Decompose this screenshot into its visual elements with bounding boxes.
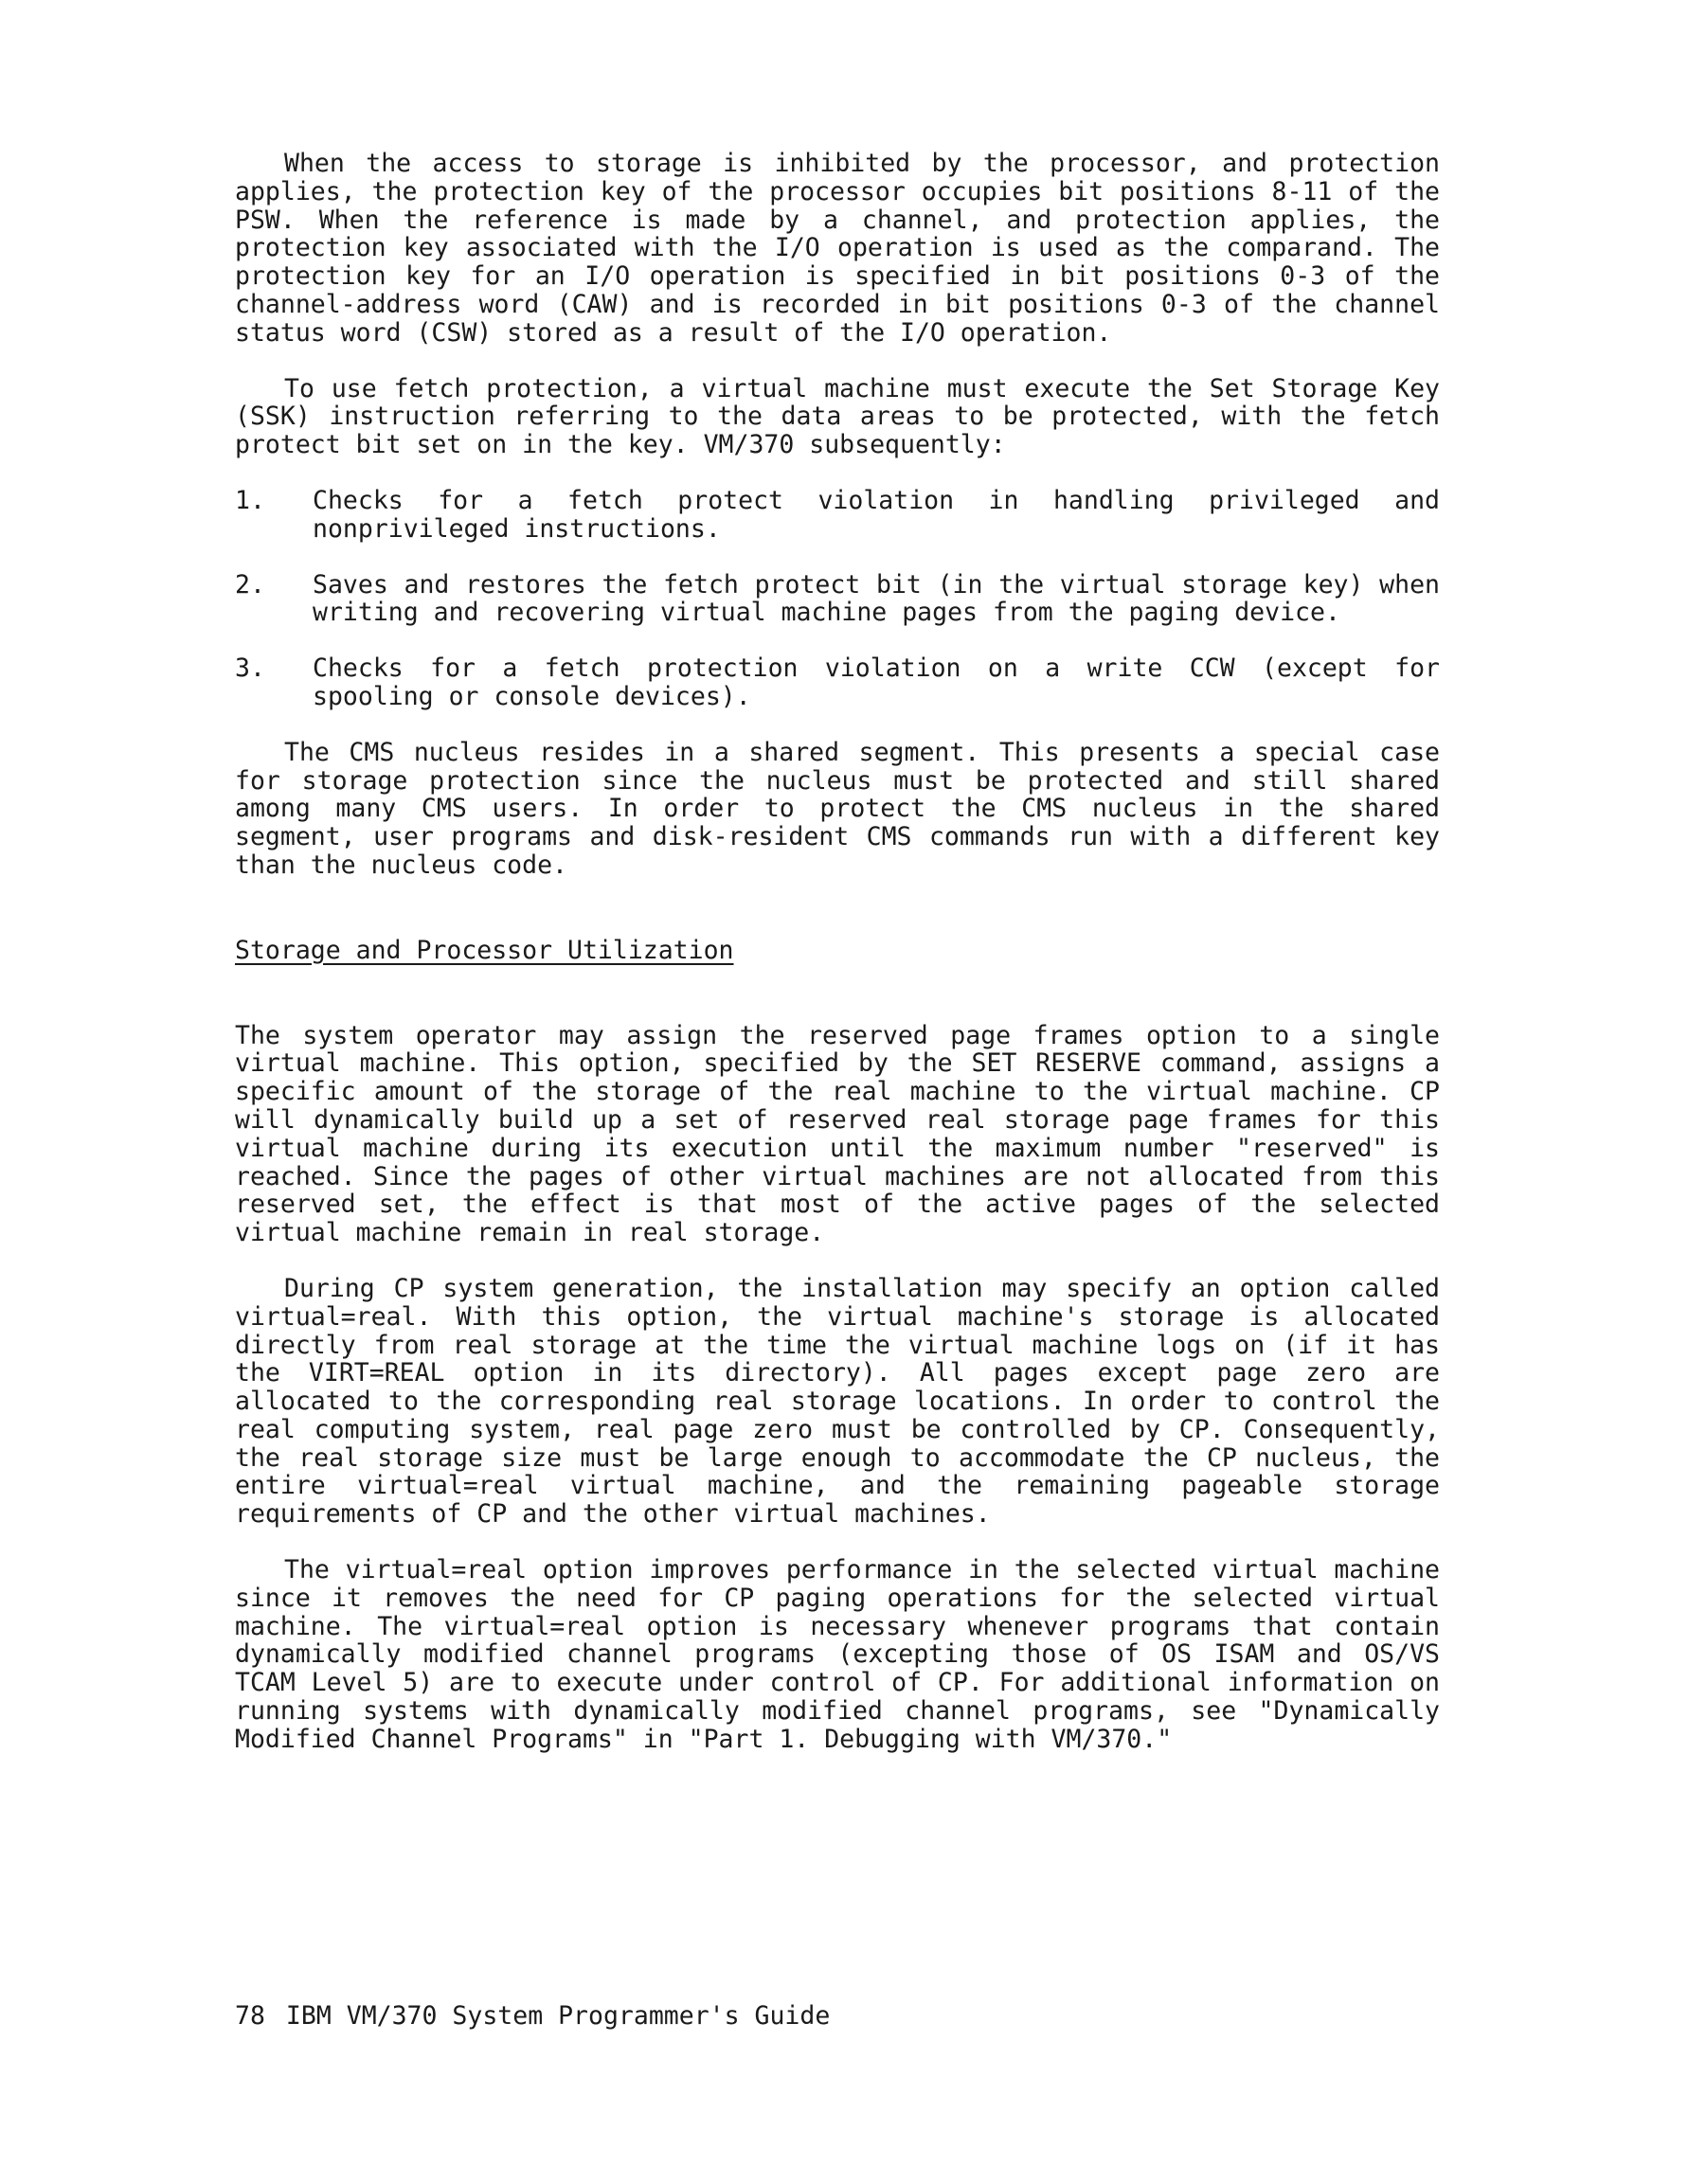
list-item-number: 2. <box>235 569 265 600</box>
footer-title: IBM VM/370 System Programmer's Guide <box>285 2001 831 2031</box>
page-footer <box>235 2002 830 2031</box>
paragraph-virtual-real: During CP system generation, the installation may specify an option called virtual=real. With this option, the virtual machine's storage is allocated directly from real storage at the time the virtual machine logs on (if it has the VIRT=REAL option in its directory). All pages except page zero are allocated to the corresponding real storage locations. In order to control the real computing system, real page zero must be controlled by CP. Consequently, the real storage size must be large enough to accommodate the CP nucleus, the entire virtual=real virtual machine, and the remaining pageable storage requirements of CP and the other virtual machines. <box>235 1273 1440 1530</box>
list-item-text: Checks for a fetch protection violation on a write CCW (except for spooling or console devices). <box>313 653 1440 711</box>
paragraph-reserved-frames: The system operator may assign the reserved page frames option to a single virtual machine. This option, specified by the SET RESERVE command, assigns a specific amount of the storage of the real machine to the virtual machine. CP will dynamically build up a set of reserved real storage page frames for this virtual machine during its execution until the maximum number "reserved" is reached. Since the pages of other virtual machines are not allocated from this reserved set, the effect is that most of the active pages of the selected virtual machine remain in real storage. <box>235 1020 1440 1248</box>
paragraph-protection-key: When the access to storage is inhibited by the processor, and protection applies, the protection key of the processor occupies bit positions 8-11 of the PSW. When the reference is made by a channel, and protection applies, the protection key associated with the I/O operation is used as the comparand. The protection key for an I/O operation is specified in bit positions 0-3 of the channel-address word (CAW) and is recorded in bit positions 0-3 of the channel status word (CSW) stored as a result of the I/O operation. <box>235 149 1440 348</box>
list-item-number: 3. <box>235 653 265 684</box>
list-item-text: Checks for a fetch protect violation in handling privileged and nonprivileged instructions. <box>313 485 1440 544</box>
list-item <box>235 654 1440 711</box>
numbered-list <box>235 487 1440 711</box>
paragraph-performance: The virtual=real option improves performance in the selected virtual machine since it removes the need for CP paging operations for the selected virtual machine. The virtual=real option is necessary whenever programs that contain dynamically modified channel programs (excepting those of OS ISAM and OS/VS TCAM Level 5) are to execute under control of CP. For additional information on running systems with dynamically modified channel programs, see "Dynamically Modified Channel Programs" in "Part 1. Debugging with VM/370." <box>235 1555 1440 1754</box>
paragraph-cms-nucleus: The CMS nucleus resides in a shared segment. This presents a special case for storage protection since the nucleus must be protected and still shared among many CMS users. In order to protect the CMS nucleus in the shared segment, user programs and disk-resident CMS commands run with a different key than the nucleus code. <box>235 737 1440 880</box>
list-item-number: 1. <box>235 485 265 515</box>
section-heading: Storage and Processor Utilization <box>235 935 734 965</box>
list-item-text: Saves and restores the fetch protect bit (in the virtual storage key) when writing and recovering virtual machine pages from the paging device. <box>313 569 1440 628</box>
document-page <box>235 150 1440 1781</box>
page-number: 78 <box>235 2001 265 2031</box>
list-item <box>235 487 1440 544</box>
list-item <box>235 571 1440 628</box>
paragraph-fetch-protection: To use fetch protection, a virtual machine must execute the Set Storage Key (SSK) instruction referring to the data areas to be protected, with the fetch protect bit set on in the key. VM/370 subsequently: <box>235 373 1440 460</box>
